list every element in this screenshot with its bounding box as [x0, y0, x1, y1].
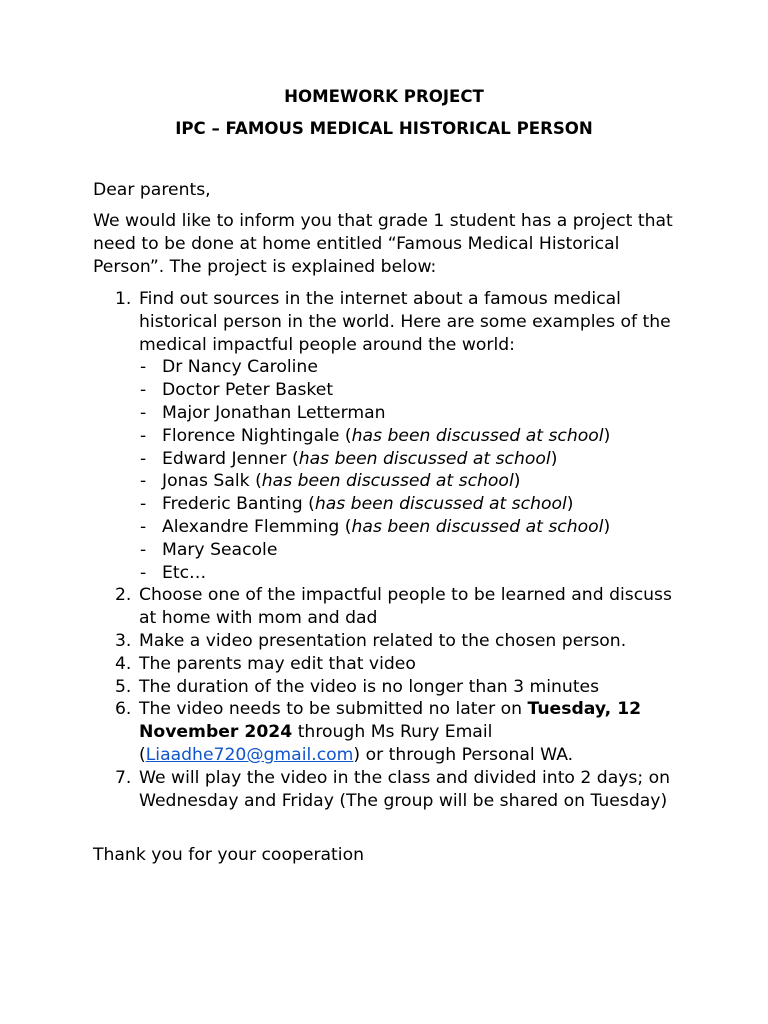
list-item [93, 698, 693, 766]
salutation: Dear parents, [93, 180, 211, 200]
steps-list [93, 288, 693, 812]
step-text: We will play the video in the class and divided into 2 days; on Wednesday and Friday (The group will be shared on Tuesday) [139, 767, 671, 811]
dash-bullet: - [140, 471, 147, 492]
closing-paren: ) [550, 448, 558, 469]
dash-bullet: - [140, 402, 147, 423]
person-item [139, 402, 693, 425]
list-number: 1. [115, 289, 132, 309]
person-name: Dr Nancy Caroline [162, 357, 318, 378]
person-item [139, 470, 693, 493]
document-subtitle: IPC – FAMOUS MEDICAL HISTORICAL PERSON [175, 119, 593, 138]
person-name: Edward Jenner ( [162, 448, 299, 469]
closing-paren: ) [566, 494, 574, 515]
submission-deadline: Tuesday, 12 November 2024 [139, 699, 642, 743]
closing-paren: ) [603, 425, 611, 446]
dash-bullet: - [140, 539, 147, 560]
discussed-note: has been discussed at school [298, 448, 551, 469]
person-item [139, 356, 693, 379]
closing-paren: ) [603, 516, 611, 537]
dash-bullet: - [140, 448, 147, 469]
list-number: 5. [115, 676, 132, 697]
person-name: Florence Nightingale ( [162, 425, 352, 446]
person-item [139, 562, 693, 585]
list-number: 4. [115, 653, 132, 674]
person-item [139, 539, 693, 562]
list-item [93, 653, 693, 676]
step-text: Choose one of the impactful people to be learned and discuss at home with mom and dad [139, 585, 672, 629]
closing-line: Thank you for your cooperation [93, 845, 364, 865]
list-number: 7. [115, 767, 132, 788]
people-list [139, 356, 693, 584]
email-link[interactable]: Liaadhe720@gmail.com [145, 744, 354, 765]
dash-bullet: - [140, 494, 147, 515]
intro-paragraph: We would like to inform you that grade 1 student has a project that need to be done at home entitled “Famous Medical Historical Person”. The project is explained below: [93, 211, 673, 277]
discussed-note: has been discussed at school [261, 471, 514, 492]
dash-bullet: - [140, 425, 147, 446]
dash-bullet: - [140, 380, 147, 401]
person-name: Mary Seacole [162, 539, 278, 560]
list-number: 3. [115, 630, 132, 651]
person-name: Major Jonathan Letterman [162, 402, 386, 423]
step-text: The parents may edit that video [139, 653, 416, 674]
discussed-note: has been discussed at school [351, 425, 604, 446]
step-text: The video needs to be submitted no later on [139, 699, 528, 720]
list-item [93, 676, 693, 699]
person-name: Frederic Banting ( [162, 494, 315, 515]
list-item [93, 584, 693, 630]
person-item [139, 516, 693, 539]
step-text: through Ms Rury Email ( [139, 722, 493, 765]
person-item [139, 425, 693, 448]
step-text: Make a video presentation related to the chosen person. [139, 630, 627, 651]
list-item [93, 630, 693, 653]
closing-paren: ) [513, 471, 521, 492]
person-item [139, 448, 693, 471]
list-item [93, 767, 693, 813]
person-item [139, 379, 693, 402]
list-item [93, 288, 693, 584]
dash-bullet: - [140, 516, 147, 537]
step-text: ) or through Personal WA. [353, 744, 574, 765]
dash-bullet: - [140, 562, 147, 583]
step-text: The duration of the video is no longer than 3 minutes [139, 676, 600, 697]
step-text: Find out sources in the internet about a famous medical historical person in the world. Here are some examples of the medical impactful people around the world: [139, 289, 671, 355]
discussed-note: has been discussed at school [351, 516, 604, 537]
list-number: 6. [115, 699, 132, 720]
person-name: Etc… [162, 562, 207, 583]
document-title: HOMEWORK PROJECT [284, 87, 484, 106]
discussed-note: has been discussed at school [314, 494, 567, 515]
dash-bullet: - [140, 357, 147, 378]
person-name: Jonas Salk ( [162, 471, 262, 492]
person-item [139, 493, 693, 516]
person-name: Doctor Peter Basket [162, 380, 334, 401]
list-number: 2. [115, 585, 132, 606]
person-name: Alexandre Flemming ( [162, 516, 352, 537]
